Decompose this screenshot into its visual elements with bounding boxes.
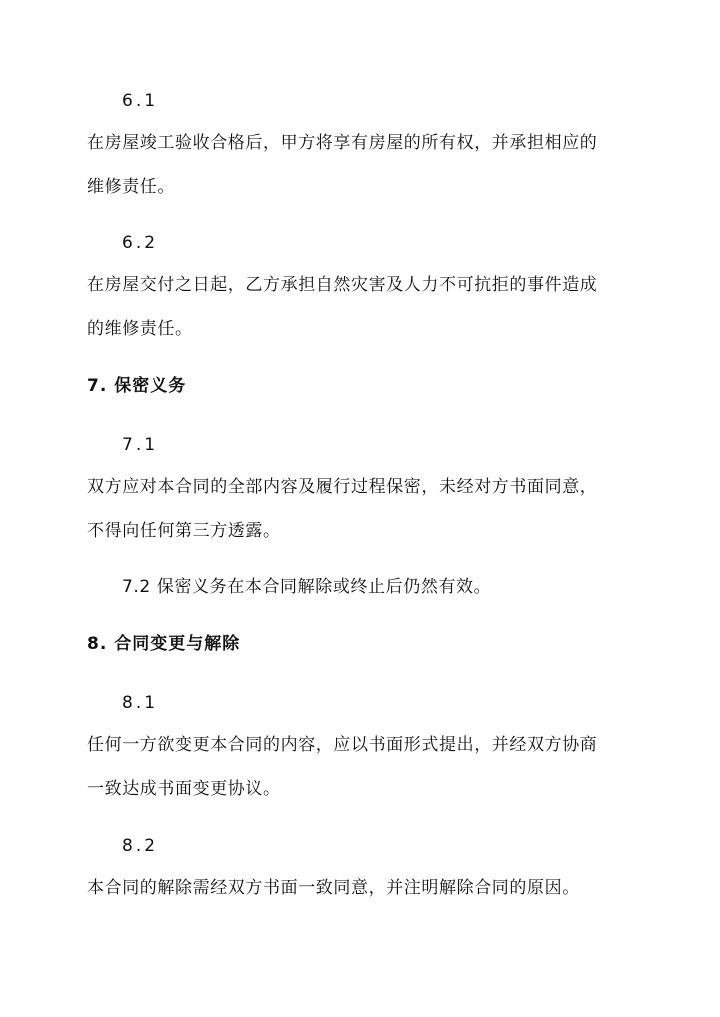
clause-6-2-number: 6.2 bbox=[122, 233, 159, 253]
section-8-heading: 8. 合同变更与解除 bbox=[87, 634, 241, 654]
clause-8-1-text-line-2: 一致达成书面变更协议。 bbox=[87, 779, 281, 799]
clause-7-1-text-line-1: 双方应对本合同的全部内容及履行过程保密，未经对方书面同意， bbox=[87, 477, 598, 497]
clause-8-2-text-line-1: 本合同的解除需经双方书面一致同意，并注明解除合同的原因。 bbox=[87, 878, 580, 898]
section-7-heading: 7. 保密义务 bbox=[87, 376, 187, 396]
clause-6-1-text-line-1: 在房屋竣工验收合格后，甲方将享有房屋的所有权，并承担相应的 bbox=[87, 133, 598, 153]
clause-6-1-text-line-2: 维修责任。 bbox=[87, 177, 175, 197]
clause-7-1-text-line-2: 不得向任何第三方透露。 bbox=[87, 521, 281, 541]
clause-8-1-text-line-1: 任何一方欲变更本合同的内容，应以书面形式提出，并经双方协商 bbox=[87, 735, 598, 755]
clause-6-1-number: 6.1 bbox=[122, 91, 159, 111]
clause-7-1-number: 7.1 bbox=[122, 435, 159, 455]
clause-8-1-number: 8.1 bbox=[122, 693, 159, 713]
clause-8-2-number: 8.2 bbox=[122, 836, 159, 856]
clause-6-2-text-line-2: 的维修责任。 bbox=[87, 319, 193, 339]
clause-6-2-text-line-1: 在房屋交付之日起，乙方承担自然灾害及人力不可抗拒的事件造成 bbox=[87, 275, 598, 295]
clause-7-2-text: 7.2 保密义务在本合同解除或终止后仍然有效。 bbox=[122, 577, 492, 597]
